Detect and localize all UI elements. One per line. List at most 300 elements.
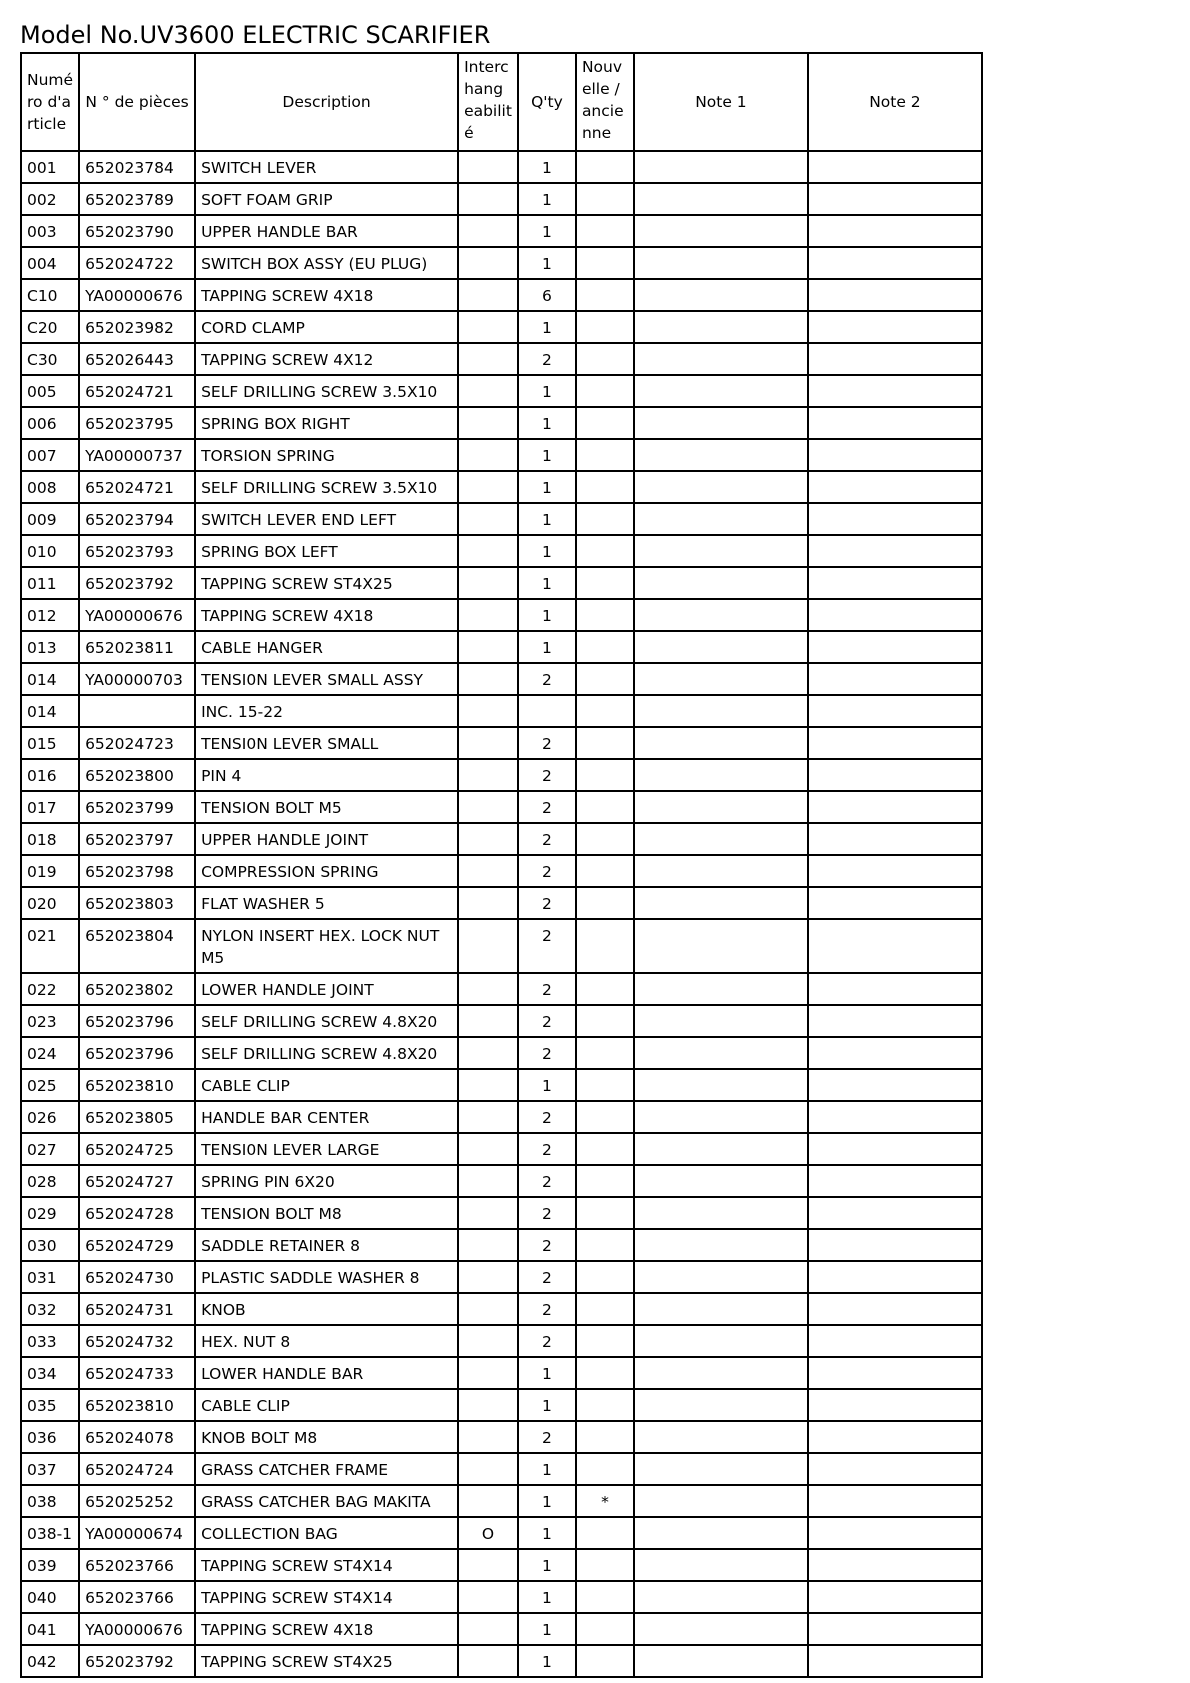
note-1-cell (634, 1453, 808, 1485)
interchangeability-cell (458, 279, 518, 311)
new-old-cell (576, 1165, 634, 1197)
interchangeability-cell (458, 1549, 518, 1581)
part-number-cell: 652024731 (79, 1293, 195, 1325)
new-old-cell (576, 1229, 634, 1261)
item-number-cell: 002 (21, 183, 79, 215)
item-number-cell: 004 (21, 247, 79, 279)
header-quantity: Q'ty (518, 53, 576, 151)
description-cell: TAPPING SCREW 4X18 (195, 1613, 458, 1645)
new-old-cell (576, 279, 634, 311)
new-old-cell (576, 215, 634, 247)
note-2-cell (808, 343, 982, 375)
part-number-cell: 652023798 (79, 855, 195, 887)
note-2-cell (808, 375, 982, 407)
item-number-cell: 040 (21, 1581, 79, 1613)
table-row (21, 1645, 982, 1677)
header-part-number: N ° de pièces (79, 53, 195, 151)
note-2-cell (808, 503, 982, 535)
part-number-cell: 652023795 (79, 407, 195, 439)
new-old-cell (576, 1197, 634, 1229)
item-number-cell: 022 (21, 973, 79, 1005)
table-row (21, 1581, 982, 1613)
description-cell: CABLE CLIP (195, 1389, 458, 1421)
quantity-cell: 1 (518, 567, 576, 599)
new-old-cell (576, 759, 634, 791)
interchangeability-cell (458, 791, 518, 823)
table-row (21, 1517, 982, 1549)
description-cell: HEX. NUT 8 (195, 1325, 458, 1357)
note-2-cell (808, 631, 982, 663)
table-row (21, 407, 982, 439)
item-number-cell: 030 (21, 1229, 79, 1261)
new-old-cell (576, 503, 634, 535)
description-cell: GRASS CATCHER BAG MAKITA (195, 1485, 458, 1517)
interchangeability-cell (458, 727, 518, 759)
interchangeability-cell (458, 1037, 518, 1069)
quantity-cell: 1 (518, 375, 576, 407)
table-row (21, 1037, 982, 1069)
interchangeability-cell (458, 1421, 518, 1453)
new-old-cell: * (576, 1485, 634, 1517)
note-2-cell (808, 1101, 982, 1133)
header-new-old: Nouv elle / ancie nne (576, 53, 634, 151)
table-row (21, 1325, 982, 1357)
item-number-cell: 037 (21, 1453, 79, 1485)
part-number-cell: 652024721 (79, 375, 195, 407)
new-old-cell (576, 1549, 634, 1581)
quantity-cell: 1 (518, 1549, 576, 1581)
part-number-cell: 652023797 (79, 823, 195, 855)
item-number-cell: 032 (21, 1293, 79, 1325)
table-row (21, 1485, 982, 1517)
note-1-cell (634, 503, 808, 535)
note-1-cell (634, 1037, 808, 1069)
table-row (21, 1133, 982, 1165)
quantity-cell: 1 (518, 1453, 576, 1485)
note-1-cell (634, 1101, 808, 1133)
note-1-cell (634, 567, 808, 599)
table-row (21, 919, 982, 973)
item-number-cell: 007 (21, 439, 79, 471)
part-number-cell: 652023804 (79, 919, 195, 973)
item-number-cell: 003 (21, 215, 79, 247)
note-2-cell (808, 279, 982, 311)
new-old-cell (576, 919, 634, 973)
note-1-cell (634, 247, 808, 279)
item-number-cell: 021 (21, 919, 79, 973)
quantity-cell: 2 (518, 855, 576, 887)
item-number-cell: 011 (21, 567, 79, 599)
part-number-cell: 652024725 (79, 1133, 195, 1165)
quantity-cell: 1 (518, 1645, 576, 1677)
note-1-cell (634, 1005, 808, 1037)
item-number-cell: 010 (21, 535, 79, 567)
description-cell: INC. 15-22 (195, 695, 458, 727)
interchangeability-cell (458, 1197, 518, 1229)
item-number-cell: 001 (21, 151, 79, 183)
description-cell: TAPPING SCREW 4X12 (195, 343, 458, 375)
part-number-cell (79, 695, 195, 727)
table-row (21, 343, 982, 375)
note-2-cell (808, 439, 982, 471)
item-number-cell: 009 (21, 503, 79, 535)
description-cell: PIN 4 (195, 759, 458, 791)
quantity-cell: 2 (518, 1101, 576, 1133)
note-1-cell (634, 631, 808, 663)
part-number-cell: 652023766 (79, 1581, 195, 1613)
item-number-cell: 008 (21, 471, 79, 503)
item-number-cell: 020 (21, 887, 79, 919)
quantity-cell: 2 (518, 1165, 576, 1197)
header-item-number: Numé ro d'a rticle (21, 53, 79, 151)
part-number-cell: 652023800 (79, 759, 195, 791)
quantity-cell: 1 (518, 471, 576, 503)
note-1-cell (634, 1581, 808, 1613)
part-number-cell: 652023789 (79, 183, 195, 215)
note-1-cell (634, 759, 808, 791)
note-2-cell (808, 759, 982, 791)
interchangeability-cell (458, 599, 518, 631)
interchangeability-cell (458, 1133, 518, 1165)
new-old-cell (576, 1581, 634, 1613)
quantity-cell: 1 (518, 599, 576, 631)
table-row (21, 599, 982, 631)
quantity-cell: 2 (518, 1229, 576, 1261)
new-old-cell (576, 535, 634, 567)
part-number-cell: 652023810 (79, 1389, 195, 1421)
part-number-cell: 652026443 (79, 343, 195, 375)
table-row (21, 1165, 982, 1197)
note-2-cell (808, 1197, 982, 1229)
table-row (21, 1453, 982, 1485)
note-1-cell (634, 375, 808, 407)
new-old-cell (576, 1517, 634, 1549)
note-1-cell (634, 1229, 808, 1261)
note-1-cell (634, 695, 808, 727)
new-old-cell (576, 1261, 634, 1293)
new-old-cell (576, 1037, 634, 1069)
quantity-cell: 1 (518, 1581, 576, 1613)
item-number-cell: 018 (21, 823, 79, 855)
table-row (21, 151, 982, 183)
new-old-cell (576, 1389, 634, 1421)
note-2-cell (808, 183, 982, 215)
note-1-cell (634, 1421, 808, 1453)
quantity-cell: 2 (518, 1005, 576, 1037)
interchangeability-cell (458, 887, 518, 919)
interchangeability-cell (458, 663, 518, 695)
table-row (21, 1261, 982, 1293)
note-2-cell (808, 1005, 982, 1037)
quantity-cell: 1 (518, 631, 576, 663)
part-number-cell: 652023982 (79, 311, 195, 343)
interchangeability-cell (458, 1325, 518, 1357)
note-2-cell (808, 407, 982, 439)
note-2-cell (808, 791, 982, 823)
item-number-cell: 014 (21, 695, 79, 727)
description-cell: COLLECTION BAG (195, 1517, 458, 1549)
parts-table (20, 52, 983, 1678)
note-1-cell (634, 439, 808, 471)
table-row (21, 1293, 982, 1325)
interchangeability-cell (458, 1229, 518, 1261)
note-1-cell (634, 973, 808, 1005)
note-2-cell (808, 1069, 982, 1101)
table-row (21, 973, 982, 1005)
table-row (21, 375, 982, 407)
part-number-cell: YA00000674 (79, 1517, 195, 1549)
note-2-cell (808, 973, 982, 1005)
table-row (21, 727, 982, 759)
note-1-cell (634, 599, 808, 631)
quantity-cell (518, 695, 576, 727)
description-cell: TENSI0N LEVER SMALL (195, 727, 458, 759)
quantity-cell: 6 (518, 279, 576, 311)
note-1-cell (634, 1197, 808, 1229)
description-cell: SOFT FOAM GRIP (195, 183, 458, 215)
interchangeability-cell (458, 759, 518, 791)
quantity-cell: 1 (518, 407, 576, 439)
new-old-cell (576, 311, 634, 343)
note-2-cell (808, 1549, 982, 1581)
note-1-cell (634, 855, 808, 887)
note-2-cell (808, 1261, 982, 1293)
note-2-cell (808, 823, 982, 855)
note-1-cell (634, 887, 808, 919)
item-number-cell: 041 (21, 1613, 79, 1645)
description-cell: TAPPING SCREW ST4X14 (195, 1549, 458, 1581)
new-old-cell (576, 855, 634, 887)
note-2-cell (808, 727, 982, 759)
quantity-cell: 1 (518, 535, 576, 567)
table-row (21, 183, 982, 215)
note-2-cell (808, 471, 982, 503)
item-number-cell: 029 (21, 1197, 79, 1229)
new-old-cell (576, 887, 634, 919)
quantity-cell: 2 (518, 791, 576, 823)
item-number-cell: 028 (21, 1165, 79, 1197)
new-old-cell (576, 973, 634, 1005)
note-2-cell (808, 663, 982, 695)
quantity-cell: 2 (518, 919, 576, 973)
quantity-cell: 2 (518, 887, 576, 919)
note-1-cell (634, 343, 808, 375)
interchangeability-cell (458, 471, 518, 503)
description-cell: TAPPING SCREW 4X18 (195, 599, 458, 631)
part-number-cell: 652023799 (79, 791, 195, 823)
item-number-cell: 006 (21, 407, 79, 439)
item-number-cell: 013 (21, 631, 79, 663)
part-number-cell: 652023810 (79, 1069, 195, 1101)
part-number-cell: 652023811 (79, 631, 195, 663)
part-number-cell: 652025252 (79, 1485, 195, 1517)
note-1-cell (634, 1389, 808, 1421)
item-number-cell: 033 (21, 1325, 79, 1357)
interchangeability-cell (458, 1357, 518, 1389)
description-cell: UPPER HANDLE JOINT (195, 823, 458, 855)
item-number-cell: 035 (21, 1389, 79, 1421)
interchangeability-cell (458, 311, 518, 343)
note-1-cell (634, 791, 808, 823)
interchangeability-cell (458, 183, 518, 215)
interchangeability-cell (458, 151, 518, 183)
description-cell: HANDLE BAR CENTER (195, 1101, 458, 1133)
new-old-cell (576, 1069, 634, 1101)
note-1-cell (634, 535, 808, 567)
interchangeability-cell (458, 1389, 518, 1421)
table-row (21, 1357, 982, 1389)
quantity-cell: 2 (518, 1325, 576, 1357)
note-1-cell (634, 1613, 808, 1645)
note-2-cell (808, 855, 982, 887)
description-cell: SELF DRILLING SCREW 3.5X10 (195, 471, 458, 503)
new-old-cell (576, 695, 634, 727)
item-number-cell: 015 (21, 727, 79, 759)
interchangeability-cell (458, 1293, 518, 1325)
note-2-cell (808, 151, 982, 183)
item-number-cell: 019 (21, 855, 79, 887)
item-number-cell: C10 (21, 279, 79, 311)
interchangeability-cell (458, 375, 518, 407)
description-cell: KNOB BOLT M8 (195, 1421, 458, 1453)
quantity-cell: 1 (518, 311, 576, 343)
header-interchangeability: Interc hang eabilit é (458, 53, 518, 151)
table-row (21, 567, 982, 599)
item-number-cell: C30 (21, 343, 79, 375)
interchangeability-cell (458, 1581, 518, 1613)
description-cell: KNOB (195, 1293, 458, 1325)
table-row (21, 471, 982, 503)
table-row (21, 791, 982, 823)
note-2-cell (808, 1389, 982, 1421)
table-row (21, 695, 982, 727)
parts-table-body (21, 151, 982, 1677)
note-2-cell (808, 1165, 982, 1197)
note-1-cell (634, 1485, 808, 1517)
note-2-cell (808, 1581, 982, 1613)
note-2-cell (808, 1613, 982, 1645)
interchangeability-cell (458, 1101, 518, 1133)
note-2-cell (808, 535, 982, 567)
description-cell: TENSI0N LEVER SMALL ASSY (195, 663, 458, 695)
new-old-cell (576, 375, 634, 407)
quantity-cell: 1 (518, 439, 576, 471)
part-number-cell: 652023792 (79, 567, 195, 599)
table-row (21, 503, 982, 535)
note-1-cell (634, 311, 808, 343)
table-row (21, 1229, 982, 1261)
description-cell: NYLON INSERT HEX. LOCK NUT M5 (195, 919, 458, 973)
part-number-cell: 652024728 (79, 1197, 195, 1229)
item-number-cell: 034 (21, 1357, 79, 1389)
interchangeability-cell (458, 503, 518, 535)
interchangeability-cell (458, 1165, 518, 1197)
description-cell: TAPPING SCREW ST4X25 (195, 567, 458, 599)
note-2-cell (808, 1517, 982, 1549)
part-number-cell: 652023793 (79, 535, 195, 567)
description-cell: GRASS CATCHER FRAME (195, 1453, 458, 1485)
part-number-cell: 652023805 (79, 1101, 195, 1133)
table-row (21, 535, 982, 567)
description-cell: CORD CLAMP (195, 311, 458, 343)
table-row (21, 1613, 982, 1645)
description-cell: TAPPING SCREW ST4X14 (195, 1581, 458, 1613)
part-number-cell: 652024727 (79, 1165, 195, 1197)
interchangeability-cell (458, 1005, 518, 1037)
part-number-cell: 652024729 (79, 1229, 195, 1261)
quantity-cell: 1 (518, 1389, 576, 1421)
item-number-cell: 031 (21, 1261, 79, 1293)
note-2-cell (808, 1325, 982, 1357)
note-1-cell (634, 215, 808, 247)
new-old-cell (576, 343, 634, 375)
item-number-cell: 025 (21, 1069, 79, 1101)
note-1-cell (634, 279, 808, 311)
part-number-cell: 652023796 (79, 1037, 195, 1069)
part-number-cell: 652023784 (79, 151, 195, 183)
new-old-cell (576, 1325, 634, 1357)
quantity-cell: 2 (518, 1037, 576, 1069)
interchangeability-cell (458, 919, 518, 973)
quantity-cell: 2 (518, 1421, 576, 1453)
part-number-cell: YA00000703 (79, 663, 195, 695)
header-note-1: Note 1 (634, 53, 808, 151)
table-row (21, 631, 982, 663)
item-number-cell: 038-1 (21, 1517, 79, 1549)
note-1-cell (634, 727, 808, 759)
note-1-cell (634, 1357, 808, 1389)
note-1-cell (634, 1325, 808, 1357)
note-1-cell (634, 823, 808, 855)
table-row (21, 247, 982, 279)
quantity-cell: 2 (518, 823, 576, 855)
new-old-cell (576, 1293, 634, 1325)
note-2-cell (808, 599, 982, 631)
note-1-cell (634, 1133, 808, 1165)
note-1-cell (634, 1549, 808, 1581)
item-number-cell: 027 (21, 1133, 79, 1165)
new-old-cell (576, 727, 634, 759)
description-cell: SWITCH BOX ASSY (EU PLUG) (195, 247, 458, 279)
part-number-cell: 652024722 (79, 247, 195, 279)
description-cell: SELF DRILLING SCREW 4.8X20 (195, 1005, 458, 1037)
description-cell: TAPPING SCREW 4X18 (195, 279, 458, 311)
interchangeability-cell (458, 1645, 518, 1677)
new-old-cell (576, 823, 634, 855)
description-cell: SWITCH LEVER (195, 151, 458, 183)
description-cell: CABLE CLIP (195, 1069, 458, 1101)
note-1-cell (634, 151, 808, 183)
quantity-cell: 1 (518, 1485, 576, 1517)
quantity-cell: 2 (518, 343, 576, 375)
note-2-cell (808, 567, 982, 599)
interchangeability-cell (458, 535, 518, 567)
interchangeability-cell (458, 1613, 518, 1645)
interchangeability-cell (458, 1069, 518, 1101)
table-row (21, 855, 982, 887)
table-row (21, 1421, 982, 1453)
note-2-cell (808, 215, 982, 247)
interchangeability-cell (458, 567, 518, 599)
header-row (21, 53, 982, 151)
interchangeability-cell (458, 407, 518, 439)
header-description: Description (195, 53, 458, 151)
note-1-cell (634, 1645, 808, 1677)
item-number-cell: 038 (21, 1485, 79, 1517)
item-number-cell: 042 (21, 1645, 79, 1677)
note-1-cell (634, 1293, 808, 1325)
item-number-cell: 023 (21, 1005, 79, 1037)
